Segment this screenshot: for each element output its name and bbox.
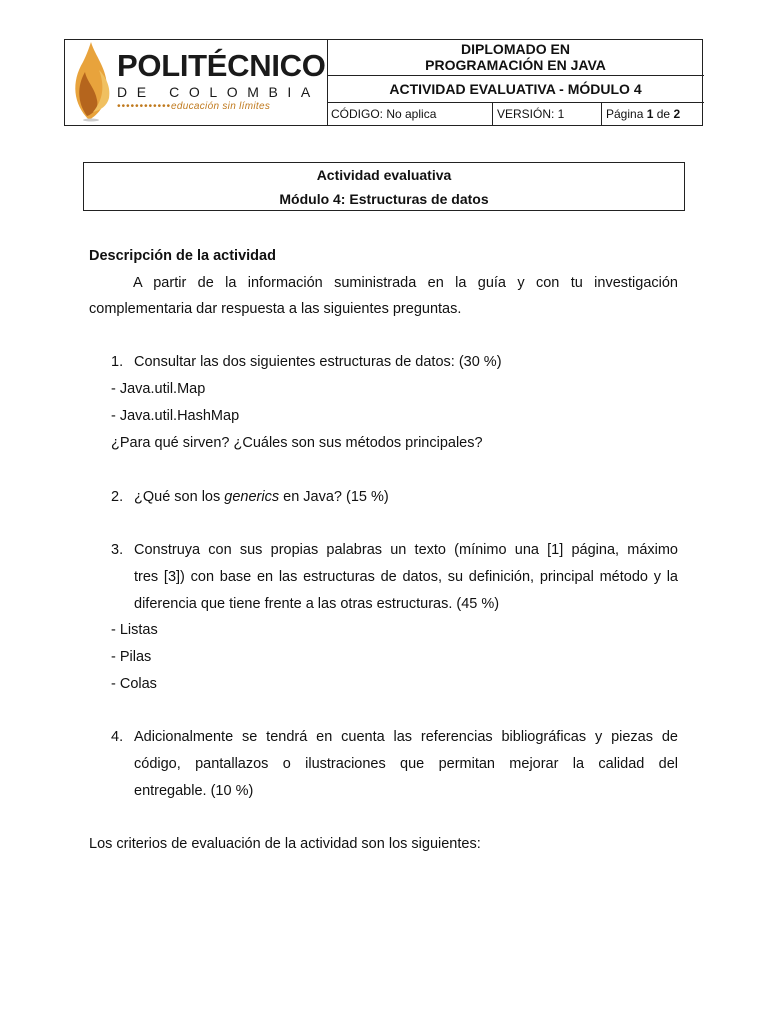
- code-cell: CÓDIGO: No aplica: [327, 103, 493, 125]
- page-current: 1: [646, 107, 654, 121]
- q3-bullet-pilas: - Pilas: [111, 649, 152, 665]
- course-title: [327, 40, 704, 76]
- version-cell: VERSIÓN: 1: [493, 103, 602, 125]
- flame-logo-icon: [69, 42, 113, 122]
- q3-bullet-colas: - Colas: [111, 676, 157, 692]
- activity-title-box: [83, 162, 685, 211]
- q4-line1: Adicionalmente se tendrá en cuenta las referencias bibliográficas y piezas de: [134, 729, 678, 745]
- q3-line3: diferencia que tiene frente a las otras estructuras. (45 %): [134, 596, 500, 612]
- q4-line3: entregable. (10 %): [134, 783, 254, 799]
- page-cell: [602, 103, 704, 125]
- q4-number: 4.: [111, 729, 124, 745]
- course-title-line2: PROGRAMACIÓN EN JAVA: [425, 57, 606, 73]
- q1-bullet-hashmap: - Java.util.HashMap: [111, 408, 240, 424]
- q3-line2: tres [3]) con base en las estructuras de datos, su definición, principal método y la: [134, 569, 678, 585]
- q3-line1: Construya con sus propias palabras un texto (mínimo una [1] página, máximo: [134, 542, 678, 558]
- logo-tagline: [117, 102, 270, 112]
- logo-brand-text: POLITÉCNICO: [117, 48, 326, 83]
- q2-pre: ¿Qué son los: [134, 489, 221, 505]
- closing-text: Los criterios de evaluación de la actividad son los siguientes:: [89, 836, 481, 852]
- q3-bullet-listas: - Listas: [111, 622, 158, 638]
- q2-post: en Java? (15 %): [283, 489, 389, 505]
- title-box-line2: Módulo 4: Estructuras de datos: [279, 191, 489, 207]
- activity-title: ACTIVIDAD EVALUATIVA - MÓDULO 4: [327, 76, 704, 103]
- q1-text: Consultar las dos siguientes estructuras de datos: (30 %): [134, 354, 502, 370]
- tagline-dots: ••••••••••••: [117, 101, 172, 112]
- q1-bullet-map: - Java.util.Map: [111, 381, 206, 397]
- q2-text: [134, 488, 389, 506]
- title-box-line1: Actividad evaluativa: [316, 167, 452, 183]
- q4-line2: código, pantallazos o ilustraciones que permitan mejorar la calidad del: [134, 756, 678, 772]
- q1-number: 1.: [111, 354, 124, 370]
- logo-cell: [65, 40, 328, 125]
- q3-number: 3.: [111, 542, 124, 558]
- document-header: [64, 39, 703, 126]
- meta-row: [327, 103, 704, 125]
- page-word: Página: [606, 107, 644, 121]
- page-of: de: [656, 107, 671, 121]
- q2-number: 2.: [111, 489, 124, 505]
- page-total: 2: [673, 107, 681, 121]
- tagline-text: educación sin límites: [171, 101, 271, 112]
- q1-question: ¿Para qué sirven? ¿Cuáles son sus métodos principales?: [111, 435, 483, 451]
- course-title-line1: DIPLOMADO EN: [461, 41, 570, 57]
- intro-line1: A partir de la información suministrada en la guía y con tu investigación: [133, 275, 678, 291]
- logo-sub-text: DE COLOMBIA: [117, 84, 320, 100]
- section-heading: Descripción de la actividad: [89, 248, 276, 264]
- q2-emphasis: generics: [224, 489, 280, 505]
- intro-line2: complementaria dar respuesta a las siguientes preguntas.: [89, 301, 462, 317]
